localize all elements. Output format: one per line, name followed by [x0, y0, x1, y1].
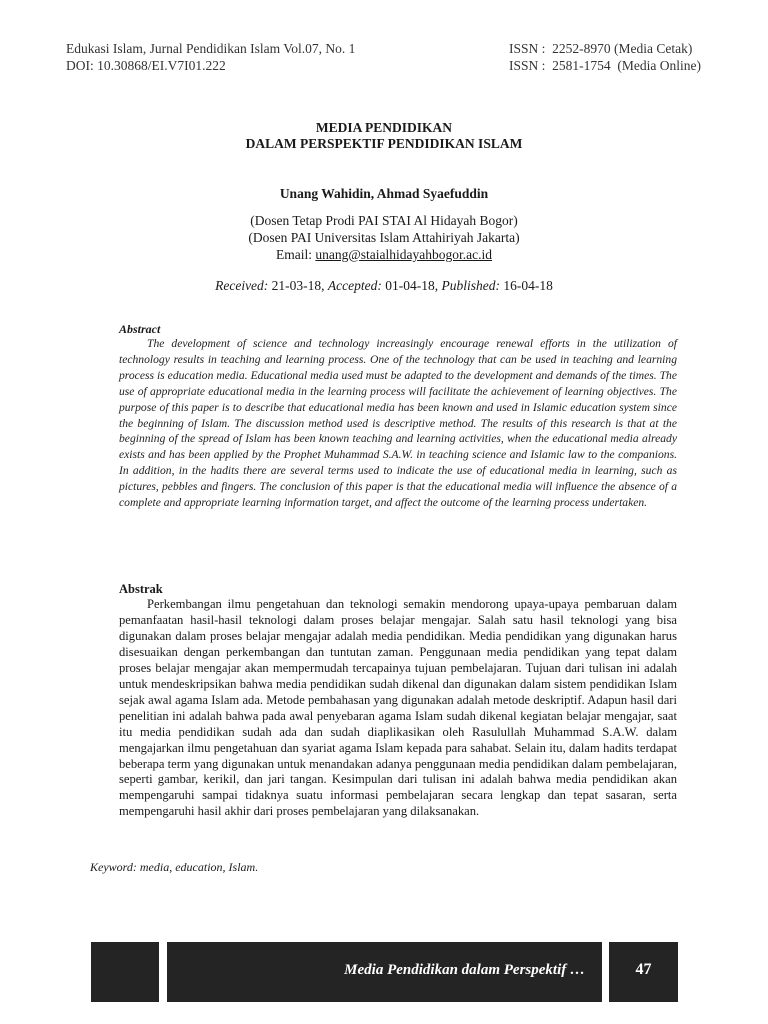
keywords: Keyword: media, education, Islam. [90, 860, 259, 874]
email-label: Email: [275, 247, 316, 262]
received-label: Received: [215, 278, 269, 293]
title-line-1: MEDIA PENDIDIKAN [315, 120, 453, 135]
article-title [0, 120, 768, 152]
accepted-date: 01-04-18, [381, 278, 442, 293]
issn-print: ISSN : 2252-8970 (Media Cetak) [509, 41, 693, 56]
published-date: 16-04-18 [500, 278, 553, 293]
received-date: 21-03-18, [268, 278, 328, 293]
journal-header-right [509, 40, 701, 74]
doi-text: DOI: 10.30868/EI.V7I01.222 [66, 58, 226, 73]
title-line-2: DALAM PERSPEKTIF PENDIDIKAN ISLAM [245, 136, 523, 151]
author-affiliations [0, 212, 768, 263]
journal-name: Edukasi Islam, Jurnal Pendidikan Islam Vol.07, No. 1 [66, 41, 356, 56]
author-names: Unang Wahidin, Ahmad Syaefuddin [279, 186, 489, 201]
abstract-heading: Abstract [119, 322, 161, 336]
accepted-label: Accepted: [327, 278, 382, 293]
publication-dates [0, 278, 768, 294]
email-link[interactable]: unang@staialhidayahbogor.ac.id [315, 247, 492, 262]
published-label: Published: [441, 278, 501, 293]
issn-online: ISSN : 2581-1754 (Media Online) [509, 58, 701, 73]
abstract-text: The development of science and technology increasingly encourage renewal efforts in the utilization of technology results in teaching and learning process. One of the technology that can be used in teaching and learning process is education media. Educational media used must be adapted to the development and demands of the times. The use of appropriate educational media in the learning process will facilitate the achievement of learning objectives. The purpose of this paper is to describe that educational media has been known and used in Islamic education system since the beginning of Islam. The discussion method used is descriptive method. The results of this research is that at the beginning of the spread of Islam has been known teaching and learning activities, when the educational media already exists and has been applied by the Prophet Muhammad S.A.W. in teaching science and Islamic law to the companions. In addition, in the hadits there are several terms used to indicate the use of educational media in learning, such as pictures, pebbles and fingers. The conclusion of this paper is that the educational media will influence the absence of a complete and appropriate learning information target, and affect the outcome of the learning process undertaken. [119, 337, 677, 510]
running-title: Media Pendidikan dalam Perspektif … [344, 962, 585, 978]
abstrak-text: Perkembangan ilmu pengetahuan dan teknologi semakin mendorong upaya-upaya pembaruan dalam pemanfaatan hasil-hasil teknologi dalam proses belajar mengajar. Salah satu hasil teknologi yang bisa digunakan dalam proses belajar mengajar adalah media pendidikan. Media pendidikan yang digunakan harus disesuaikan dengan perkembangan dan tuntutan zaman. Penggunaan media pendidikan yang tepat dalam proses belajar mengajar akan mempermudah tercapainya tujuan pembelajaran. Tujuan dari tulisan ini adalah untuk mendeskripsikan bahwa media pendidikan sudah dikenal dan digunakan dalam sistem pendidikan Islam sejak awal agama Islam ada. Metode pembahasan yang digunakan adalah metode deskriptif. Adapun hasil dari penelitian ini adalah bahwa pada awal penyebaran agama Islam sudah dikenal kegiatan belajar mengajar, saat itu media pendidikan sudah ada dan sudah diaplikasikan oleh Rasulullah Muhammad S.A.W. dalam mengajarkan ilmu pengetahuan dan syariat agama Islam kepada para sahabat. Selain itu, dalam hadits terdapat beberapa term yang digunakan untuk menandakan adanya penggunaan media pendidikan dalam pembelajaran, seperti gambar, kerikil, dan jari tangan. Kesimpulan dari tulisan ini adalah bahwa media pendidikan akan mempengaruhi sampai tidaknya suatu informasi pembelajaran secara lengkap dan tepat sasaran, serta mempengaruhi hasil akhir dari proses pembelajaran yang dilaksanakan. [119, 597, 677, 819]
footer-block-left [91, 942, 159, 1002]
email-line [0, 246, 768, 263]
page-number: 47 [635, 961, 652, 978]
affiliation-2: (Dosen PAI Universitas Islam Attahiriyah Jakarta) [248, 230, 520, 245]
abstrak-heading: Abstrak [119, 582, 163, 596]
journal-header-left [66, 40, 355, 74]
affiliation-1: (Dosen Tetap Prodi PAI STAI Al Hidayah Bogor) [250, 213, 518, 228]
